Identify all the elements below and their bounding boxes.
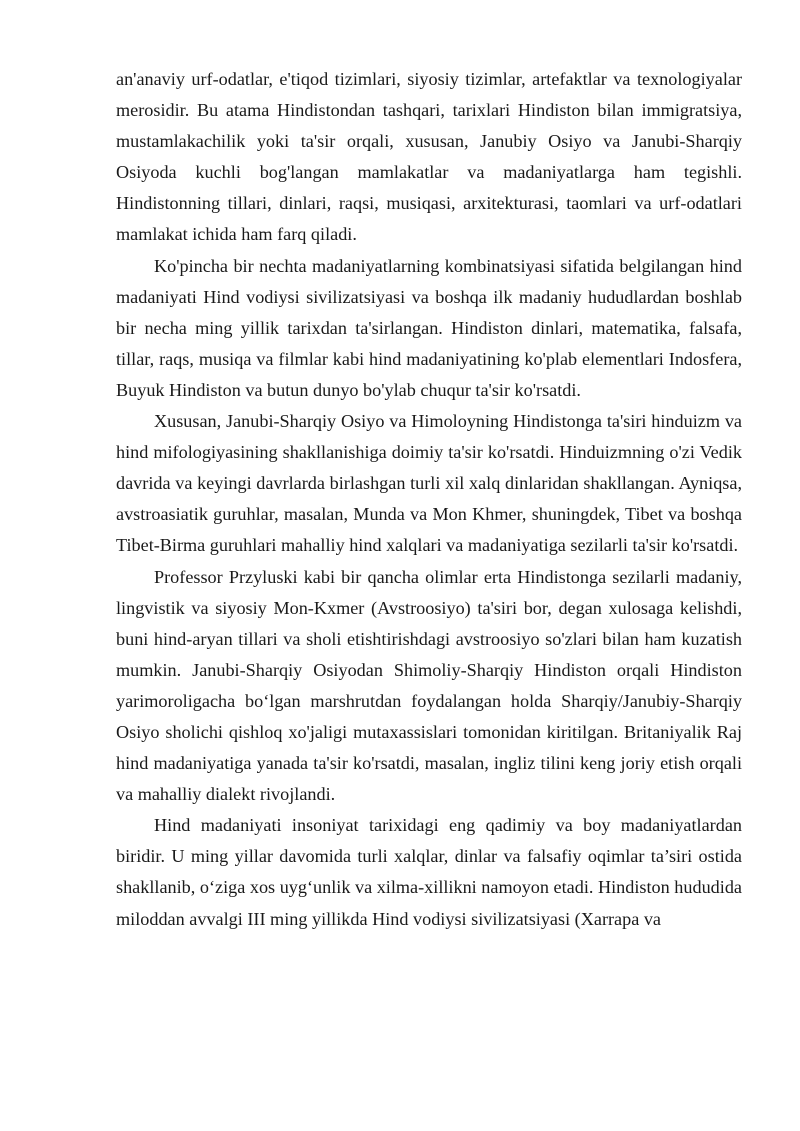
paragraph-1: an'anaviy urf-odatlar, e'tiqod tizimlari, siyosiy tizimlar, artefaktlar va texnologiyalar merosidir. Bu atama Hindistondan tashqari, tarixlari Hindiston bilan immigratsiya, mustamlakachilik yoki ta'sir orqali, xususan, Janubiy Osiyo va Janubi-Sharqiy Osiyoda kuchli bog'langan mamlakatlar va madaniyatlarga ham tegishli. Hindistonning tillari, dinlari, raqsi, musiqasi, arxitekturasi, taomlari va urf-odatlari mamlakat ichida ham farq qiladi. bbox=[116, 69, 742, 245]
paragraph-4: Professor Przyluski kabi bir qancha olimlar erta Hindistonga sezilarli madaniy, lingvistik va siyosiy Mon-Kxmer (Avstroosiyo) ta'siri bor, degan xulosaga kelishdi, buni hind-aryan tillari va sholi etishtirishdagi avstroosiyo so'zlari bilan ham kuzatish mumkin. Janubi-Sharqiy Osiyodan Shimoliy-Sharqiy Hindiston orqali Hindiston yarimoroligacha bo‘lgan marshrutdan foydalangan holda Sharqiy/Janubiy-Sharqiy Osiyo sholichi qishloq xo'jaligi mutaxassislari tomonidan kiritilgan. Britaniyalik Raj hind madaniyatiga yanada ta'sir ko'rsatdi, masalan, ingliz tilini keng joriy etish orqali va mahalliy dialekt rivojlandi. bbox=[116, 566, 742, 805]
paragraph-3: Xususan, Janubi-Sharqiy Osiyo va Himoloyning Hindistonga ta'siri hinduizm va hind mifologiyasining shakllanishiga doimiy ta'sir ko'rsatdi. Hinduizmning o'zi Vedik davrida va keyingi davrlarda birlashgan turli xil xalq dinlaridan shakllangan. Ayniqsa, avstroasiatik guruhlar, masalan, Munda va Mon Khmer, shuningdek, Tibet va boshqa Tibet-Birma guruhlari mahalliy hind xalqlari va madaniyatiga sezilarli ta'sir ko'rsatdi. bbox=[116, 411, 742, 556]
paragraph-5: Hind madaniyati insoniyat tarixidagi eng qadimiy va boy madaniyatlardan biridir. U ming yillar davomida turli xalqlar, dinlar va falsafiy oqimlar ta’siri ostida shakllanib, o‘ziga xos uyg‘unlik va xilma-xillikni namoyon etadi. Hindiston hududida miloddan avvalgi III ming yillikda Hind vodiysi sivilizatsiyasi (Xarrapa va bbox=[116, 815, 742, 929]
document-page bbox=[116, 64, 742, 935]
paragraph-2: Ko'pincha bir nechta madaniyatlarning kombinatsiyasi sifatida belgilangan hind madaniyati Hind vodiysi sivilizatsiyasi va boshqa ilk madaniy hududlardan boshlab bir necha ming yillik tarixdan ta'sirlangan. Hindiston dinlari, matematika, falsafa, tillar, raqs, musiqa va filmlar kabi hind madaniyatining ko'plab elementlari Indosfera, Buyuk Hindiston va butun dunyo bo'ylab chuqur ta'sir ko'rsatdi. bbox=[116, 255, 742, 400]
